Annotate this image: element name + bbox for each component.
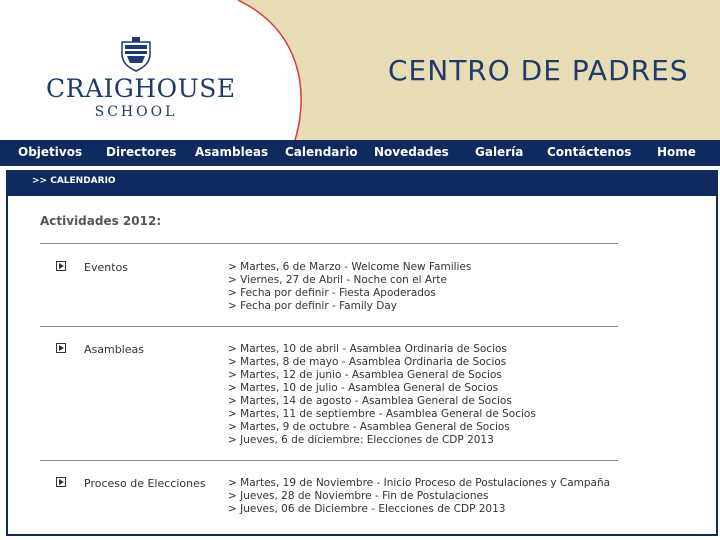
breadcrumb: >> CALENDARIO	[32, 176, 116, 186]
list-item: > Jueves, 28 de Noviembre - Fin de Postulaciones	[228, 490, 489, 502]
nav-item-objetivos[interactable]: Objetivos	[18, 145, 83, 159]
crest-icon	[118, 36, 154, 72]
site-header	[0, 0, 720, 140]
assembly-list	[228, 343, 536, 447]
main-nav	[0, 140, 720, 166]
content-panel	[6, 170, 718, 536]
expand-arrow-icon[interactable]	[56, 343, 66, 353]
list-item: > Viernes, 27 de Abril - Noche con el Arte	[228, 274, 447, 286]
section-header-bar	[8, 170, 716, 196]
election-list	[228, 477, 610, 516]
nav-item-asambleas[interactable]: Asambleas	[195, 145, 269, 159]
list-item: > Jueves, 6 de diciembre: Elecciones de CDP 2013	[228, 434, 494, 446]
list-item: > Martes, 19 de Noviembre - Inicio Proceso de Postulaciones y Campaña	[228, 477, 611, 489]
nav-item-home[interactable]: Home	[657, 145, 696, 159]
nav-item-calendario[interactable]: Calendario	[285, 145, 358, 159]
list-item: > Jueves, 06 de Diciembre - Elecciones de CDP 2013	[228, 503, 506, 515]
divider	[40, 326, 618, 327]
divider	[40, 460, 618, 461]
nav-item-novedades[interactable]: Novedades	[374, 145, 449, 159]
nav-item-galeria[interactable]: Galería	[475, 145, 524, 159]
logo-subtitle: SCHOOL	[94, 104, 178, 120]
row-label-eventos: Eventos	[84, 261, 128, 274]
school-logo[interactable]	[46, 36, 236, 120]
nav-item-contactenos[interactable]: Contáctenos	[547, 145, 632, 159]
site-title: CENTRO DE PADRES	[388, 54, 689, 87]
divider	[40, 243, 618, 244]
nav-item-directores[interactable]: Directores	[106, 145, 177, 159]
list-item: > Martes, 6 de Marzo - Welcome New Families	[228, 261, 472, 273]
list-item: > Martes, 9 de octubre - Asamblea General de Socios	[228, 421, 510, 433]
list-item: > Martes, 12 de junio - Asamblea General de Socios	[228, 369, 502, 381]
list-item: > Martes, 10 de abril - Asamblea Ordinaria de Socios	[228, 343, 507, 355]
row-label-elecciones: Proceso de Elecciones	[84, 477, 206, 490]
row-label-asambleas: Asambleas	[84, 343, 144, 356]
list-item: > Martes, 14 de agosto - Asamblea General de Socios	[228, 395, 512, 407]
list-item: > Martes, 10 de julio - Asamblea General de Socios	[228, 382, 499, 394]
list-item: > Fecha por definir - Family Day	[228, 300, 397, 312]
logo-wordmark: CRAIGHOUSE	[46, 74, 236, 103]
list-item: > Martes, 8 de mayo - Asamblea Ordinaria de Socios	[228, 356, 507, 368]
event-list	[228, 261, 471, 313]
list-item: > Fecha por definir - Fiesta Apoderados	[228, 287, 436, 299]
page-subtitle: Actividades 2012:	[40, 214, 162, 228]
list-item: > Martes, 11 de septiembre - Asamblea General de Socios	[228, 408, 536, 420]
expand-arrow-icon[interactable]	[56, 477, 66, 487]
expand-arrow-icon[interactable]	[56, 261, 66, 271]
